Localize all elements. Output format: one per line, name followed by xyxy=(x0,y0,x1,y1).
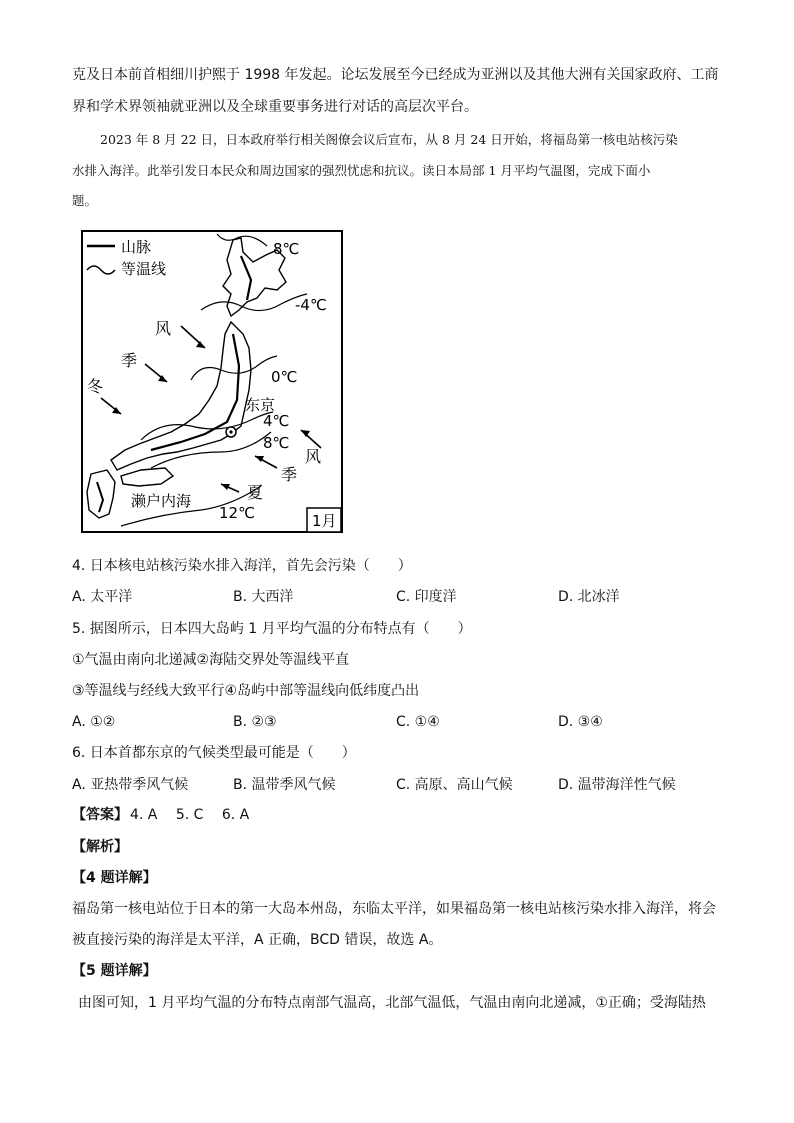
q6-option-b[interactable]: B. 温带季风气候 xyxy=(233,777,336,793)
analysis-label: 【解析】 xyxy=(72,839,128,855)
q5-detail-line-1: 由图可知，1 月平均气温的分布特点南部气温高，北部气温低，气温由南向北递减，①正确；受海陆热 xyxy=(78,995,706,1011)
intro-line-3: 2023 年 8 月 22 日，日本政府举行相关阁僚会议后宣布，从 8 月 24 日开始，将福岛第一核电站核污染 xyxy=(100,132,678,147)
intro-line-4: 水排入海洋。此举引发日本民众和周边国家的强烈忧虑和抗议。读日本局部 1 月平均气温图，完成下面小 xyxy=(72,163,651,178)
q4-detail-line-1: 福岛第一核电站位于日本的第一大岛本州岛，东临太平洋，如果福岛第一核电站核污染水排入海洋，将会 xyxy=(72,901,716,917)
q5-statement-1: ①气温由南向北递减②海陆交界处等温线平直 xyxy=(72,652,350,668)
temp-label-4: 4℃ xyxy=(263,412,290,430)
summer-monsoon-char-xia: 夏 xyxy=(247,483,264,502)
winter-monsoon-char-feng: 风 xyxy=(155,319,172,338)
q5-option-b[interactable]: B. ②③ xyxy=(233,714,277,730)
temp-label-neg4: -4℃ xyxy=(295,296,327,314)
answer-text: 4. A 5. C 6. A xyxy=(130,807,250,823)
legend-mountain-label: 山脉 xyxy=(121,238,152,256)
q5-detail-title: 【5 题详解】 xyxy=(72,963,157,979)
q5-option-c[interactable]: C. ①④ xyxy=(396,714,440,730)
intro-line-2: 界和学术界领袖就亚洲以及全球重要事务进行对话的高层次平台。 xyxy=(72,99,478,115)
q6-option-a[interactable]: A. 亚热带季风气候 xyxy=(72,777,189,793)
month-label: 1月 xyxy=(312,512,337,530)
winter-monsoon-char-ji: 季 xyxy=(121,351,138,370)
q4-detail-line-2: 被直接污染的海洋是太平洋，A 正确，BCD 错误，故选 A。 xyxy=(72,932,443,948)
q6-stem: 6. 日本首都东京的气候类型最可能是（ ） xyxy=(72,745,356,761)
q4-option-d[interactable]: D. 北冰洋 xyxy=(558,589,620,605)
q4-option-a[interactable]: A. 太平洋 xyxy=(72,589,133,605)
summer-monsoon-char-ji: 季 xyxy=(281,465,298,484)
q5-statement-2: ③等温线与经线大致平行④岛屿中部等温线向低纬度凸出 xyxy=(72,683,420,699)
answer-label: 【答案】 xyxy=(72,807,128,823)
q5-option-a[interactable]: A. ①② xyxy=(72,714,116,730)
q5-stem: 5. 据图所示，日本四大岛屿 1 月平均气温的分布特点有（ ） xyxy=(72,621,472,637)
seto-inland-sea-label: 濑户内海 xyxy=(131,492,192,510)
temp-label-8-north: 8℃ xyxy=(273,240,300,258)
intro-line-5: 题。 xyxy=(72,193,98,208)
tokyo-label: 东京 xyxy=(245,396,276,414)
summer-monsoon-char-feng: 风 xyxy=(305,447,322,466)
intro-line-1: 克及日本前首相细川护熙于 1998 年发起。论坛发展至今已经成为亚洲以及其他大洲有关国家政府、工商 xyxy=(72,67,719,83)
q4-stem: 4. 日本核电站核污染水排入海洋，首先会污染（ ） xyxy=(72,558,412,574)
q4-detail-title: 【4 题详解】 xyxy=(72,870,157,886)
q4-option-c[interactable]: C. 印度洋 xyxy=(396,589,457,605)
japan-temperature-map xyxy=(81,230,343,533)
temp-label-8-south: 8℃ xyxy=(263,434,290,452)
temp-label-0: 0℃ xyxy=(271,368,298,386)
legend-isotherm-label: 等温线 xyxy=(121,260,167,278)
q6-option-d[interactable]: D. 温带海洋性气候 xyxy=(558,777,676,793)
q6-option-c[interactable]: C. 高原、高山气候 xyxy=(396,777,513,793)
q4-option-b[interactable]: B. 大西洋 xyxy=(233,589,294,605)
winter-monsoon-char-dong: 冬 xyxy=(87,377,104,396)
temp-label-12: 12℃ xyxy=(219,504,255,522)
q5-option-d[interactable]: D. ③④ xyxy=(558,714,603,730)
